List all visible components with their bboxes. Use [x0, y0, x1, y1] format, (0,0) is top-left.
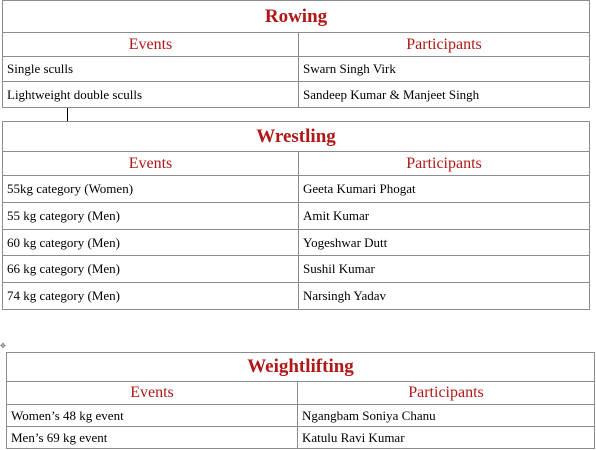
table-move-handle-icon[interactable]: ✥	[0, 342, 6, 350]
table-row	[3, 230, 590, 256]
table-row	[3, 256, 590, 283]
table-row	[3, 82, 590, 108]
participant-cell: Amit Kumar	[299, 203, 590, 230]
participant-cell: Yogeshwar Dutt	[299, 230, 590, 256]
table-connector-line	[67, 108, 68, 121]
rowing-title: Rowing	[3, 1, 590, 33]
event-cell: Men’s 69 kg event	[7, 427, 298, 449]
participant-cell: Narsingh Yadav	[299, 283, 590, 310]
rowing-table	[2, 0, 590, 108]
wrestling-events-header: Events	[3, 152, 299, 176]
table-row	[3, 57, 590, 82]
weightlifting-title: Weightlifting	[7, 353, 595, 382]
event-cell: Lightweight double sculls	[3, 82, 299, 108]
participant-cell: Katulu Ravi Kumar	[298, 427, 595, 449]
table-row	[7, 405, 595, 427]
table-row	[3, 203, 590, 230]
event-cell: 74 kg category (Men)	[3, 283, 299, 310]
weightlifting-table	[6, 352, 595, 449]
event-cell: 66 kg category (Men)	[3, 256, 299, 283]
event-cell: Women’s 48 kg event	[7, 405, 298, 427]
weightlifting-events-header: Events	[7, 382, 298, 405]
wrestling-table	[2, 121, 590, 310]
wrestling-participants-header: Participants	[299, 152, 590, 176]
table-row	[7, 427, 595, 449]
participant-cell: Geeta Kumari Phogat	[299, 176, 590, 203]
rowing-participants-header: Participants	[299, 33, 590, 57]
rowing-events-header: Events	[3, 33, 299, 57]
event-cell: 55kg category (Women)	[3, 176, 299, 203]
participant-cell: Swarn Singh Virk	[299, 57, 590, 82]
participant-cell: Ngangbam Soniya Chanu	[298, 405, 595, 427]
wrestling-title: Wrestling	[3, 122, 590, 152]
table-row	[3, 283, 590, 310]
event-cell: 60 kg category (Men)	[3, 230, 299, 256]
event-cell: Single sculls	[3, 57, 299, 82]
participant-cell: Sandeep Kumar & Manjeet Singh	[299, 82, 590, 108]
event-cell: 55 kg category (Men)	[3, 203, 299, 230]
table-row	[3, 176, 590, 203]
weightlifting-participants-header: Participants	[298, 382, 595, 405]
participant-cell: Sushil Kumar	[299, 256, 590, 283]
